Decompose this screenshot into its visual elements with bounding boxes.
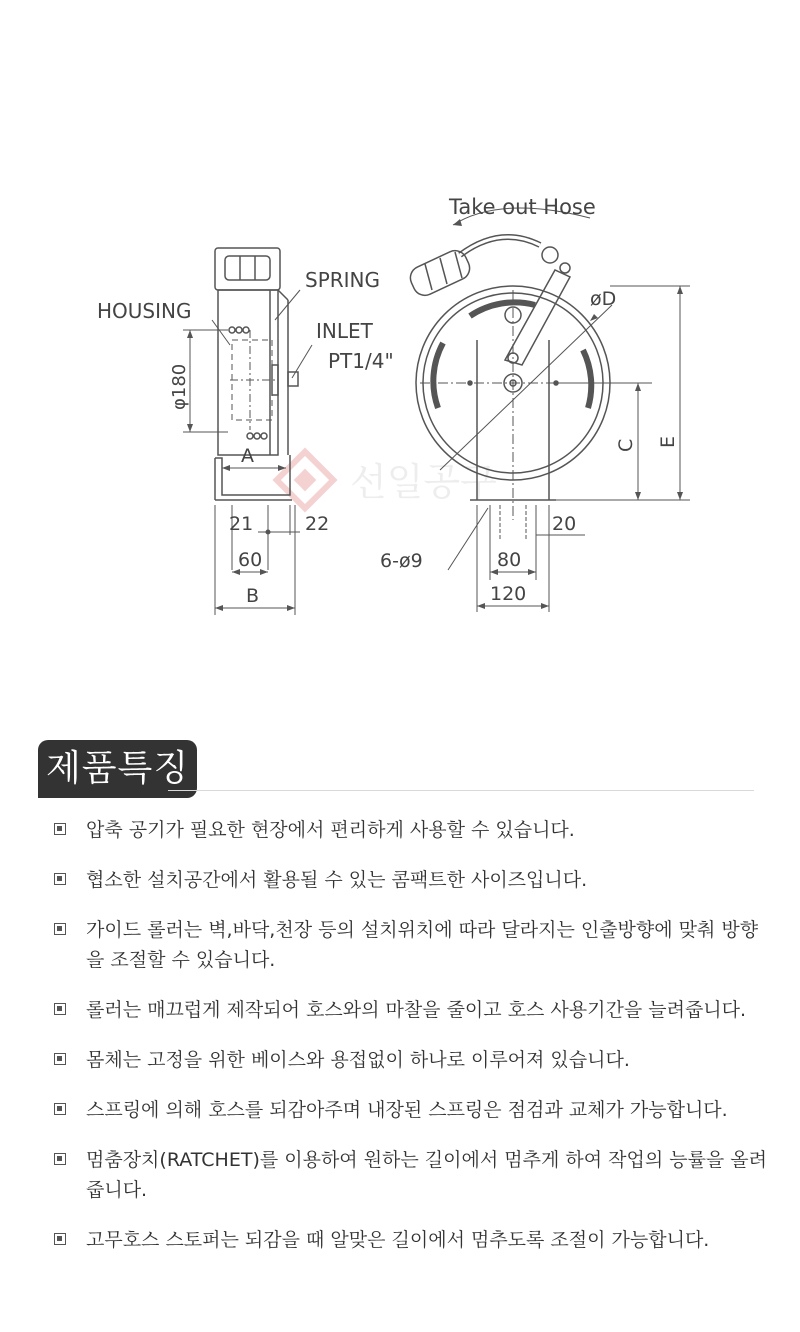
feature-item — [52, 1095, 772, 1125]
feature-text: 스프링에 의해 호스를 되감아주며 내장된 스프링은 점검과 교체가 가능합니다. — [86, 1099, 728, 1121]
feature-text: 롤러는 매끄럽게 제작되어 호스와의 마찰을 줄이고 호스 사용기간을 늘려줍니다. — [86, 999, 747, 1021]
label-dim-b: B — [246, 585, 260, 607]
square-bullet-icon — [54, 873, 66, 885]
features-title: 제품특징 — [38, 740, 197, 798]
label-dim-c: C — [615, 438, 637, 452]
square-bullet-icon — [54, 1003, 66, 1015]
watermark — [277, 452, 497, 509]
front-view — [406, 208, 690, 612]
feature-text: 가이드 롤러는 벽,바닥,천장 등의 설치위치에 따라 달라지는 인출방향에 맞춰 방향을 조절할 수 있습니다. — [86, 919, 759, 971]
features-divider — [168, 790, 754, 791]
label-dim-20: 20 — [552, 513, 577, 535]
square-bullet-icon — [54, 823, 66, 835]
watermark-text: 선일공구 — [350, 460, 497, 504]
square-bullet-icon — [54, 923, 66, 935]
feature-item — [52, 815, 772, 845]
label-dim-e: E — [657, 435, 679, 448]
label-dim-d: øD — [590, 288, 617, 310]
feature-item — [52, 995, 772, 1025]
label-phi180: φ180 — [169, 363, 190, 410]
label-take-out-hose: Take out Hose — [449, 195, 596, 219]
label-holes: 6-ø9 — [380, 550, 423, 572]
feature-item — [52, 1225, 772, 1255]
label-housing: HOUSING — [97, 299, 192, 323]
label-spring: SPRING — [305, 268, 381, 292]
feature-text: 몸체는 고정을 위한 베이스와 용접없이 하나로 이루어져 있습니다. — [86, 1049, 630, 1071]
label-inlet: INLET — [316, 319, 373, 343]
label-dim-80: 80 — [497, 549, 522, 571]
feature-list — [52, 815, 772, 1255]
feature-text: 압축 공기가 필요한 현장에서 편리하게 사용할 수 있습니다. — [86, 819, 575, 841]
features-section-header — [38, 740, 754, 800]
feature-text: 멈춤장치(RATCHET)를 이용하여 원하는 길이에서 멈추게 하여 작업의 능률을 올려줍니다. — [86, 1149, 768, 1201]
feature-text: 협소한 설치공간에서 활용될 수 있는 콤팩트한 사이즈입니다. — [86, 869, 588, 891]
square-bullet-icon — [54, 1233, 66, 1245]
square-bullet-icon — [54, 1153, 66, 1165]
label-dim-120: 120 — [490, 583, 527, 605]
square-bullet-icon — [54, 1103, 66, 1115]
feature-item — [52, 915, 772, 975]
label-dim-60: 60 — [238, 549, 263, 571]
feature-item — [52, 1045, 772, 1075]
label-dim-a: A — [241, 445, 254, 467]
square-bullet-icon — [54, 1053, 66, 1065]
label-pt: PT1/4" — [328, 349, 394, 373]
feature-item — [52, 1145, 772, 1205]
feature-text: 고무호스 스토퍼는 되감을 때 알맞은 길이에서 멈추도록 조절이 가능합니다. — [86, 1229, 710, 1251]
label-dim-21: 21 — [229, 513, 254, 535]
feature-item — [52, 865, 772, 895]
label-dim-22: 22 — [305, 513, 330, 535]
